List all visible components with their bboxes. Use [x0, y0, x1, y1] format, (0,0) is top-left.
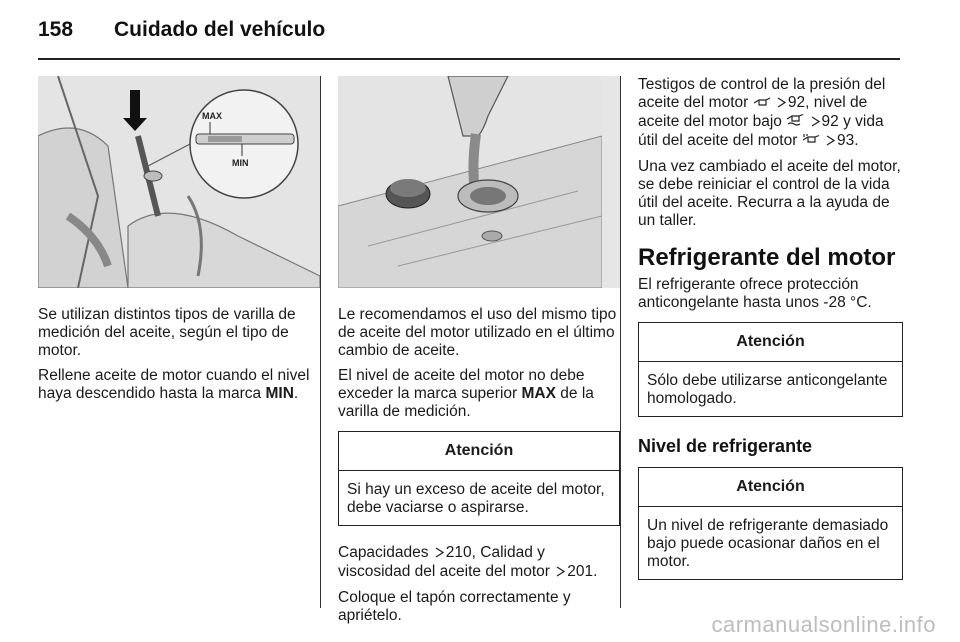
- oil-pouring-illustration: [338, 76, 620, 288]
- attention-body: Sólo debe utilizarse anticongelante homologado.: [647, 372, 888, 408]
- paragraph: El refrigerante ofrece protección anticongelante hasta unos -28 °C.: [638, 276, 872, 312]
- subsection-title: Nivel de refrigerante: [638, 436, 813, 457]
- min-emphasis: MIN: [265, 385, 294, 402]
- oil-level-icon: [786, 113, 804, 131]
- column-1: [38, 76, 320, 410]
- paragraph: Capacidades 210, Calidad y viscosidad del aceite del motor 201.: [338, 544, 598, 580]
- section-title: Refrigerante del motor: [638, 244, 896, 272]
- max-emphasis: MAX: [521, 385, 556, 402]
- max-mark-label: MAX: [202, 111, 222, 121]
- paragraph: El nivel de aceite del motor no debe exceder la marca superior MAX de la varilla de medición.: [338, 367, 594, 420]
- attention-heading: Atención: [639, 468, 902, 507]
- min-mark-label: MIN: [232, 158, 249, 168]
- watermark: carmanualsonline.info: [711, 612, 936, 637]
- page-reference[interactable]: 92: [787, 94, 806, 112]
- attention-body: Un nivel de refrigerante demasiado bajo puede ocasionar daños en el motor.: [647, 517, 889, 571]
- dipstick-illustration: [38, 76, 320, 288]
- reference-arrow-icon: [435, 545, 444, 563]
- paragraph: Coloque el tapón correctamente y apriételo.: [338, 589, 571, 624]
- page-reference[interactable]: 201: [567, 563, 594, 580]
- attention-body: Si hay un exceso de aceite del motor, debe vaciarse o aspirarse.: [347, 481, 605, 516]
- page-number: 158: [38, 18, 74, 41]
- paragraph: Le recomendamos el uso del mismo tipo de aceite del motor utilizado en el último cambio de aceite.: [338, 306, 617, 359]
- column-divider: [620, 76, 621, 608]
- paragraph: Se utilizan distintos tipos de varilla de medición del aceite, según el tipo de motor.: [38, 306, 296, 359]
- page-reference[interactable]: 92: [821, 113, 839, 131]
- paragraph: Una vez cambiado el aceite del motor, se debe reiniciar el control de la vida útil del aceite. Recurra a la ayuda de un taller.: [638, 158, 901, 230]
- oil-life-icon: [802, 132, 820, 150]
- reference-arrow-icon: [777, 95, 786, 113]
- paragraph: Rellene aceite de motor cuando el nivel haya descendido hasta la marca MIN.: [38, 367, 310, 402]
- attention-heading: Atención: [639, 323, 902, 362]
- reference-arrow-icon: [556, 564, 565, 582]
- oil-pressure-icon: [753, 94, 771, 112]
- reference-arrow-icon: [811, 114, 820, 132]
- page-title: Cuidado del vehículo: [114, 18, 326, 41]
- header-rule: [38, 58, 900, 60]
- column-2: [338, 76, 620, 632]
- attention-box: [638, 322, 903, 417]
- reference-arrow-icon: [826, 133, 835, 151]
- column-divider: [320, 76, 321, 608]
- attention-box: [638, 467, 903, 580]
- column-3: [638, 76, 903, 598]
- page-reference[interactable]: 210: [445, 544, 472, 561]
- paragraph: Testigos de control de la presión del aceite del motor 92, nivel de aceite del motor bajo 92 y vida útil del aceite del motor 93.: [638, 76, 886, 150]
- page-reference[interactable]: 93: [837, 132, 855, 150]
- attention-heading: Atención: [339, 432, 619, 471]
- attention-box: [338, 431, 620, 526]
